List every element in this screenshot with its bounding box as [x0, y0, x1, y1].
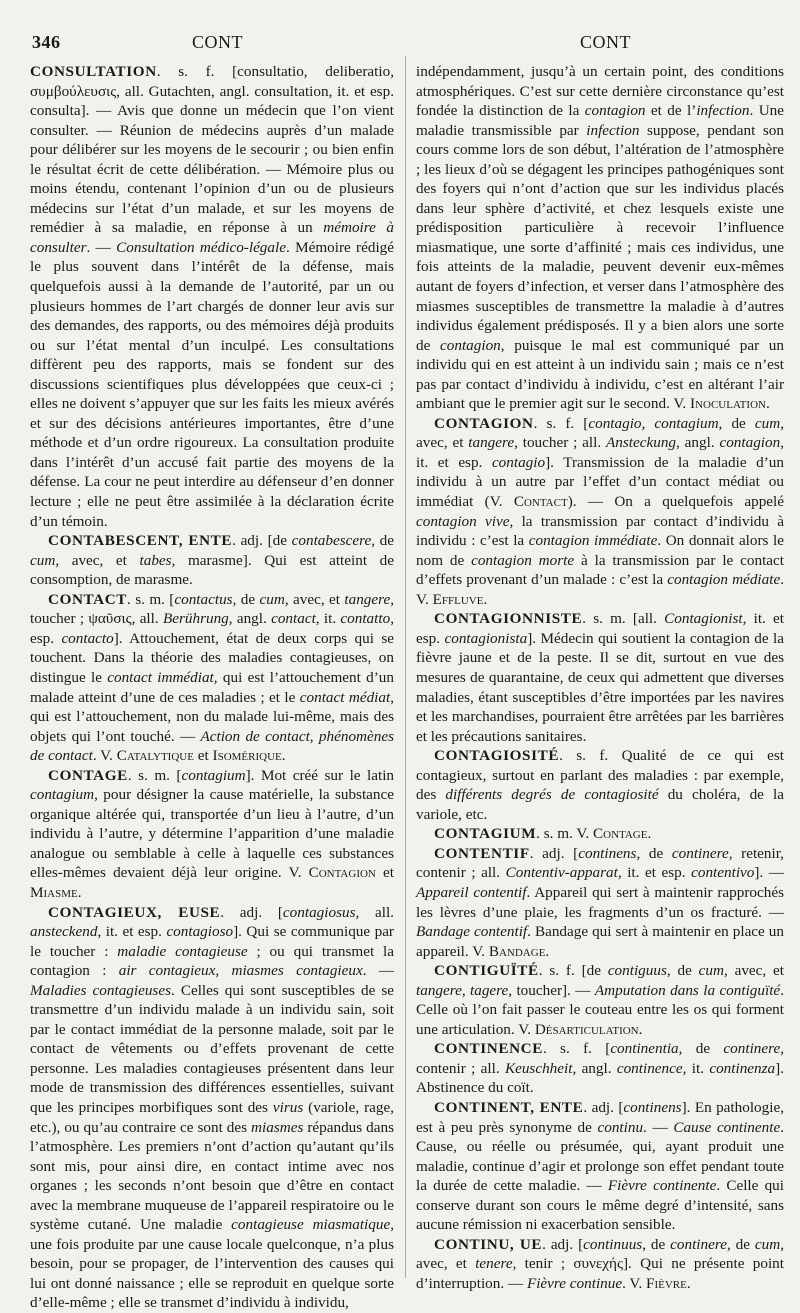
entry-text: , avec, et — [416, 1235, 784, 1273]
entry-text: suppose, pendant son cours comme lors de son début, l’altération de l’atmosphère ; les lieux d’où se dégagent les principes pathogéniques sont des foyers qui n’ont d’action que sur les individus placés dans leur sphère d’activité, et chez lesquels existe une prédisposition particulière à recevoir l’influence miasmatique, une sorte d’affinité ; mais ces individus, une fois atteints de la maladie, peuvent devenir eux-mêmes autant de foyers d’infection, et verser dans l’atmosphère des miasmes susceptibles de transmettre la maladie à d’autres individus également prédisposés. Il y a bien alors une sorte de — [416, 121, 784, 354]
italic-term: tabes — [139, 551, 172, 569]
entry-text: ]. Attouchement, état de deux corps qui se touchent. Dans la théorie des maladies contagieuses, on distingue le — [30, 629, 394, 686]
entry-text: , it. — [315, 610, 341, 628]
entry-text: . — [77, 883, 82, 901]
italic-term: continuus — [583, 1235, 643, 1253]
italic-term: continence — [616, 1059, 683, 1077]
entry-text: . s. m. [all. — [582, 610, 665, 628]
entry-text: . s. f. [ — [542, 1040, 611, 1058]
entry-text: . — [647, 825, 652, 843]
entry-text: . Cause, ou réelle ou présumée, qui, ayant produit une maladie, continue d’agir et prolonge son effet pendant toute la durée de cette maladie. — — [416, 1118, 784, 1195]
italic-term: cum — [30, 551, 56, 569]
cross-reference: Bandage — [488, 942, 546, 960]
dictionary-entry — [416, 414, 784, 609]
dictionary-entry — [416, 844, 784, 961]
entry-text: ]. Qui se communique par le toucher : — [30, 923, 394, 960]
entry-text: . — — [362, 962, 395, 980]
entry-text: , une fois produite par une cause locale quelconque, n’a plus besoin, pour se propager, de l’intervention des causes qui lui ont donné naissance ; elle se reproduit en quelque sorte d’elle-même ; elle se transmet d’individu à individu, — [30, 1216, 394, 1312]
entry-text: . Appareil qui sert à maintenir rapprochés les lèvres d’une plaie, les fragments d’un os fracturé. — — [416, 883, 784, 921]
italic-term: tangere — [468, 434, 515, 452]
italic-term: Maladies contagieuses — [30, 981, 171, 999]
italic-term: miasmes — [251, 1118, 304, 1136]
entry-text: , qui est l’attouchement d’un malade atteint d’une de ces maladies ; et le — [30, 668, 394, 706]
cross-reference: Effluve — [432, 590, 484, 608]
entry-text: ]. Abstinence du coït. — [416, 1059, 784, 1097]
entry-text: , esp. — [30, 610, 394, 647]
entry-text: , de — [726, 1235, 755, 1253]
italic-term: cum — [698, 962, 724, 980]
page-number: 346 — [32, 32, 61, 52]
italic-term: contagion — [719, 434, 781, 452]
italic-term: différents degrés de contagiosité — [445, 786, 659, 804]
entry-text: . V. — [622, 1274, 647, 1292]
entry-text: , de — [642, 1235, 671, 1253]
entry-text: répandus dans l’atmosphère. Les premiers n’ont d’action qu’autant qu’ils sont mis, pour ainsi dire, en contact intime avec nos organes ; les seconds n’ont besoin que d’être en contact avec la membrane muqueuse de l’appareil respiratoire ou le système cutané. Une maladie — [30, 1118, 394, 1234]
entry-text: , it. et esp. — [97, 923, 167, 941]
entry-text: , toucher ; all. — [514, 434, 607, 452]
entry-text: . Bandage qui sert à maintenir en place un appareil. V. — [416, 923, 784, 960]
italic-term: contabescere — [291, 532, 372, 550]
italic-term: continere — [723, 1040, 781, 1058]
italic-term: Bandage contentif — [416, 923, 528, 941]
entry-text: , avec, et — [284, 590, 345, 608]
entry-headword: CONTACT — [48, 590, 128, 608]
entry-headword: CONTENTIF — [434, 844, 530, 862]
italic-term: contagion vive — [416, 512, 510, 530]
entry-text: , it. et esp. — [617, 864, 692, 882]
entry-text: , tenir ; συνεχής]. Qui ne présente point d’interruption. — — [416, 1255, 784, 1292]
italic-term: contact — [271, 610, 316, 628]
entry-text: , marasme]. Qui est atteint de consomption, de marasme. — [30, 551, 394, 589]
entry-text: , toucher]. — — [508, 981, 595, 999]
italic-term: contagionista — [444, 629, 528, 647]
entry-headword: CONTINU, UE — [434, 1235, 543, 1253]
entry-text: . — — [643, 1118, 674, 1136]
entry-continuation — [416, 62, 784, 414]
entry-text: , avec, et — [416, 414, 785, 452]
entry-text: , all. — [355, 903, 394, 921]
entry-text: (variole, rage, etc.), ou qu’au contraire ce sont des — [30, 1098, 394, 1136]
italic-term: Berührung — [162, 610, 229, 628]
entry-text: indépendamment, jusqu’à un certain point, des conditions atmosphériques. C’est sur cette dernière circonstance qu’est fondée la distinction de la — [416, 63, 784, 120]
entry-headword: CONTABESCENT, ENTE — [48, 532, 233, 550]
dictionary-entry — [30, 531, 394, 590]
entry-text: , angl. — [676, 434, 720, 452]
entry-text: , de — [718, 414, 755, 432]
entry-text: . — [281, 747, 286, 765]
entry-text: , pour désigner la cause matérielle, la substance organique altérée qui, transportée d’un lieu à l’autre, d’un individu à l’autre, y détermine l’apparition d’une maladie analogue ou semblable à celle à laquelle ces substances elles-mêmes devaient déjà leur origine. V. — [30, 786, 394, 882]
dictionary-entry — [30, 903, 394, 1313]
italic-term: contiguus — [607, 962, 667, 980]
entry-text: , de — [666, 962, 699, 980]
italic-term: contact immédiat — [107, 668, 214, 686]
italic-term: continens — [578, 844, 637, 862]
entry-headword: CONSULTATION — [30, 63, 157, 80]
cross-reference: Désarticulation — [534, 1020, 639, 1038]
italic-term: tangere — [344, 590, 391, 608]
cross-reference: Contage — [593, 825, 648, 843]
italic-term: contagion immédiate — [528, 532, 658, 550]
entry-text: ]. Médecin qui soutient la contagion de la fièvre jaune et de la peste. Il se dit, surtout en vue des mesures de quarantaine, de ceux qui admettent que diverses maladies, étant susceptibles d’être importées par les navires et les marchandises, pourraient être arrêtées par les barrières et les précautions sanitaires. — [416, 629, 784, 745]
dictionary-entry — [416, 746, 784, 824]
entry-headword: CONTAGION — [434, 414, 534, 432]
dictionary-entry — [30, 766, 394, 903]
entry-text: à la transmission par le contact d’effets provenant d’un malade : c’est la — [416, 551, 784, 589]
entry-text: , toucher ; ψαῦσις, all. — [30, 590, 395, 628]
italic-term: virus — [272, 1098, 304, 1116]
entry-text: , angl. — [228, 610, 272, 628]
left-column — [30, 62, 395, 1312]
entry-text: ]. Transmission de la maladie d’un individu à un autre par l’effet d’un contact médiat ou immédiat (V. — [416, 453, 784, 511]
entry-text: . Celle qui conserve durant son cours le même degré d’intensité, sans aucune rémission ni exacerbation sensible. — [416, 1177, 784, 1234]
italic-term: Fièvre continue — [526, 1274, 623, 1292]
entry-text: . s. f. [de — [538, 962, 608, 980]
italic-term: contactus — [174, 590, 233, 608]
italic-term: contagium — [181, 766, 246, 784]
entry-text: , retenir, contenir ; all. — [416, 844, 784, 882]
entry-headword: CONTAGIOSITÉ — [434, 747, 560, 765]
italic-term: contagieuse miasmatique — [231, 1216, 391, 1234]
italic-term: contatto — [340, 610, 391, 628]
cross-reference: Contact — [513, 493, 568, 511]
entry-text: . adj. [ — [529, 844, 579, 862]
italic-term: Fièvre continente — [607, 1177, 717, 1195]
dictionary-entry — [416, 609, 784, 746]
entry-text: . — — [86, 238, 117, 256]
entry-text: . s. f. Qualité de ce qui est contagieux, surtout en parlant des maladies : par exemple, des — [416, 747, 784, 804]
entry-text: ). — On a quelquefois appelé — [567, 493, 784, 511]
italic-term: mémoire à consulter — [30, 219, 395, 256]
entry-text: , de — [232, 590, 260, 608]
entry-text: , it. — [682, 1059, 710, 1077]
entry-headword: CONTAGIUM — [434, 825, 537, 843]
italic-term: contagio — [491, 453, 546, 471]
dictionary-entry — [30, 590, 394, 766]
entry-text: . s. m. [ — [127, 590, 175, 608]
entry-text: ]. En pathologie, est à peu près synonyme de — [416, 1098, 784, 1136]
entry-text: . On donnait alors le nom de — [416, 532, 784, 569]
italic-term: ansteckend — [30, 923, 98, 941]
cross-reference: Catalytique — [116, 747, 194, 765]
entry-text: , it. et esp. — [416, 434, 784, 471]
entry-text: , de — [371, 532, 394, 550]
cross-reference: Isomérique — [212, 747, 282, 765]
entry-text: ]. — — [754, 864, 784, 882]
entry-text: , contenir ; all. — [416, 1040, 785, 1077]
entry-text: , qui est l’attouchement, non du malade lui-même, mais des objets qui l’ont touché. — — [30, 688, 394, 745]
italic-term: continere — [671, 844, 729, 862]
entry-text: . s. m. V. — [536, 825, 593, 843]
italic-term: Consultation médico-légale — [116, 238, 286, 256]
italic-term: maladie contagieuse — [117, 942, 248, 960]
italic-term: contagiosus — [282, 903, 356, 921]
italic-term: Cause continente — [673, 1118, 781, 1136]
entry-text: . — [545, 942, 550, 960]
cross-reference: Contagion — [308, 864, 376, 882]
italic-term: continenza — [709, 1059, 776, 1077]
italic-term: contagion médiate — [667, 571, 781, 589]
entry-text: . Une maladie transmissible par — [416, 102, 784, 139]
italic-term: cum — [259, 590, 285, 608]
entry-text: , avec, et — [723, 962, 784, 980]
dictionary-entry — [416, 961, 784, 1039]
italic-term: Contentiv-apparat — [505, 864, 618, 882]
entry-text: . — [765, 395, 770, 413]
italic-term: contagion — [584, 102, 646, 120]
entry-headword: CONTINENT, ENTE — [434, 1098, 584, 1116]
entry-text: . — [638, 1020, 643, 1038]
entry-text: du choléra, de la variole, etc. — [416, 786, 784, 823]
italic-term: cum — [754, 414, 781, 432]
italic-term: cum — [754, 1235, 781, 1253]
entry-text: . s. f. [ — [533, 414, 589, 432]
italic-term: Contagionist — [664, 610, 743, 628]
italic-term: tenere — [475, 1255, 513, 1273]
entry-text: . adj. [ — [220, 903, 283, 921]
italic-term: Appareil contentif — [416, 883, 527, 901]
dictionary-entry — [416, 824, 784, 844]
entry-continuation — [30, 62, 394, 531]
cross-reference: Inoculation — [690, 395, 766, 413]
italic-term: contagion — [440, 336, 501, 354]
italic-term: Action de contact, phénomènes de contact — [30, 727, 394, 765]
entry-text: . adj. [ — [583, 1098, 624, 1116]
italic-term: contentivo — [691, 864, 755, 882]
column-divider — [405, 56, 406, 1278]
entry-text: , de — [678, 1040, 724, 1058]
dictionary-entry — [416, 1039, 784, 1098]
cross-reference: Miasme — [30, 883, 78, 901]
italic-term: air contagieux, miasmes contagieux — [118, 962, 363, 980]
italic-term: continere — [670, 1235, 727, 1253]
entry-text: , angl. — [572, 1059, 617, 1077]
entry-headword: CONTAGIEUX, EUSE — [48, 903, 221, 921]
italic-term: contagioso — [166, 923, 234, 941]
entry-text: . s. f. [consultatio, deliberatio, συμβούλευσις, all. Gutachten, angl. consultation, it. et esp. consulta]. — Avis que donne un médecin que l’on vient consulter. — Réunion de médecins auprès d’un malade pour délibérer sur les moyens de le secourir ; ou bien enfin le résultat écrit de cette délibération. — Mémoire plus ou moins étendu, contenant l’opinion d’un ou de plusieurs médecins sur l’état d’un malade, et sur les moyens de remédier à sa maladie, en réponse à un — [30, 63, 394, 237]
entry-text: ; ou qui transmet la contagion : — [30, 942, 394, 980]
entry-text: . adj. [de — [232, 532, 292, 550]
entry-text: . V. — [416, 571, 784, 608]
italic-term: contact médiat — [299, 688, 391, 706]
entry-text: . Mémoire rédigé le plus souvent dans l’intérêt de la défense, mais quelquefois aussi à la demande de l’autorité, par un ou plusieurs hommes de l’art chargés de donner leur avis sur des demandes, des rapports, ou des mémoires déjà produits ou sur l’état mental d’un inculpé. Les consultations diffèrent peu des rapports, mais se fondent sur des discussions scientifiques plus développées que ceux-ci ; elles ne doivent s’appuyer que sur les faits les mieux avérés et sur des décisions antérieures importantes, être d’une méthode et d’un ordre rigoureux. La consultation produite dans l’intérêt d’un accusé fait partie des moyens de la défense. La cour ne peut interdire au défenseur d’en donner lecture ; elle ne peut être assimilée à la déclaration écrite d’un témoin. — [30, 238, 395, 530]
entry-headword: CONTAGIONNISTE — [434, 610, 583, 628]
entry-headword: CONTAGE — [48, 766, 128, 784]
italic-term: contagium — [30, 786, 95, 804]
dictionary-entry — [416, 1098, 784, 1235]
right-column — [416, 62, 785, 1292]
entry-text: . s. m. [ — [127, 766, 182, 784]
entry-text: ]. Mot créé sur le latin — [245, 766, 395, 784]
italic-term: continu — [597, 1118, 644, 1136]
italic-term: Keuschheit — [504, 1059, 573, 1077]
italic-term: infection — [586, 121, 640, 139]
italic-term: contagio, contagium — [588, 414, 719, 432]
entry-text: , puisque le mal est communiqué par un individu qui en est atteint à un individu sain ; mais ce n’est pas par contact d’individu à individu, c’est en altérant l’air ambiant que le premier agit sur le second. V. — [416, 336, 784, 413]
running-head-right: CONT — [580, 32, 631, 52]
entry-text: , la transmission par contact d’individu à individu : c’est la — [416, 512, 785, 550]
entry-text: et — [375, 864, 394, 882]
entry-text: et — [193, 747, 213, 765]
italic-term: infection — [696, 102, 750, 120]
italic-term: Ansteckung — [606, 434, 677, 452]
dictionary-entry — [416, 1235, 784, 1294]
italic-term: continentia — [610, 1040, 679, 1058]
entry-text: et de l’ — [645, 102, 697, 120]
entry-text: , it. et esp. — [416, 610, 784, 647]
entry-text: . Celle où l’on fait passer le couteau entre les os qui forment une articulation. V. — [416, 981, 784, 1038]
entry-headword: CONTIGUÏTÉ — [434, 962, 539, 980]
entry-text: . — [483, 590, 488, 608]
entry-text: . V. — [92, 747, 117, 765]
running-head-left: CONT — [192, 32, 243, 52]
entry-text: . — [686, 1274, 691, 1292]
entry-text: . adj. [ — [542, 1235, 584, 1253]
italic-term: tangere, tagere — [416, 981, 509, 999]
entry-text: . Celles qui sont susceptibles de se transmettre d’un individu malade à un individu sain, soit par le contact immédiat de la personne malade, soit par le contact de vêtements ou d’effets provenant de cette personne. Les maladies contagieuses présentent dans leur mode de transmission des différences essentielles, suivant que les principes morbifiques sont des — [30, 981, 394, 1116]
italic-term: contacto — [61, 629, 114, 647]
entry-text: , avec, et — [55, 551, 140, 569]
entry-text: , de — [636, 844, 672, 862]
entry-headword: CONTINENCE — [434, 1040, 543, 1058]
page-header — [0, 26, 800, 56]
italic-term: Amputation dans la contiguïté — [594, 981, 781, 999]
italic-term: contagion morte — [471, 551, 575, 569]
italic-term: continens — [623, 1098, 682, 1116]
cross-reference: Fièvre — [646, 1274, 687, 1292]
